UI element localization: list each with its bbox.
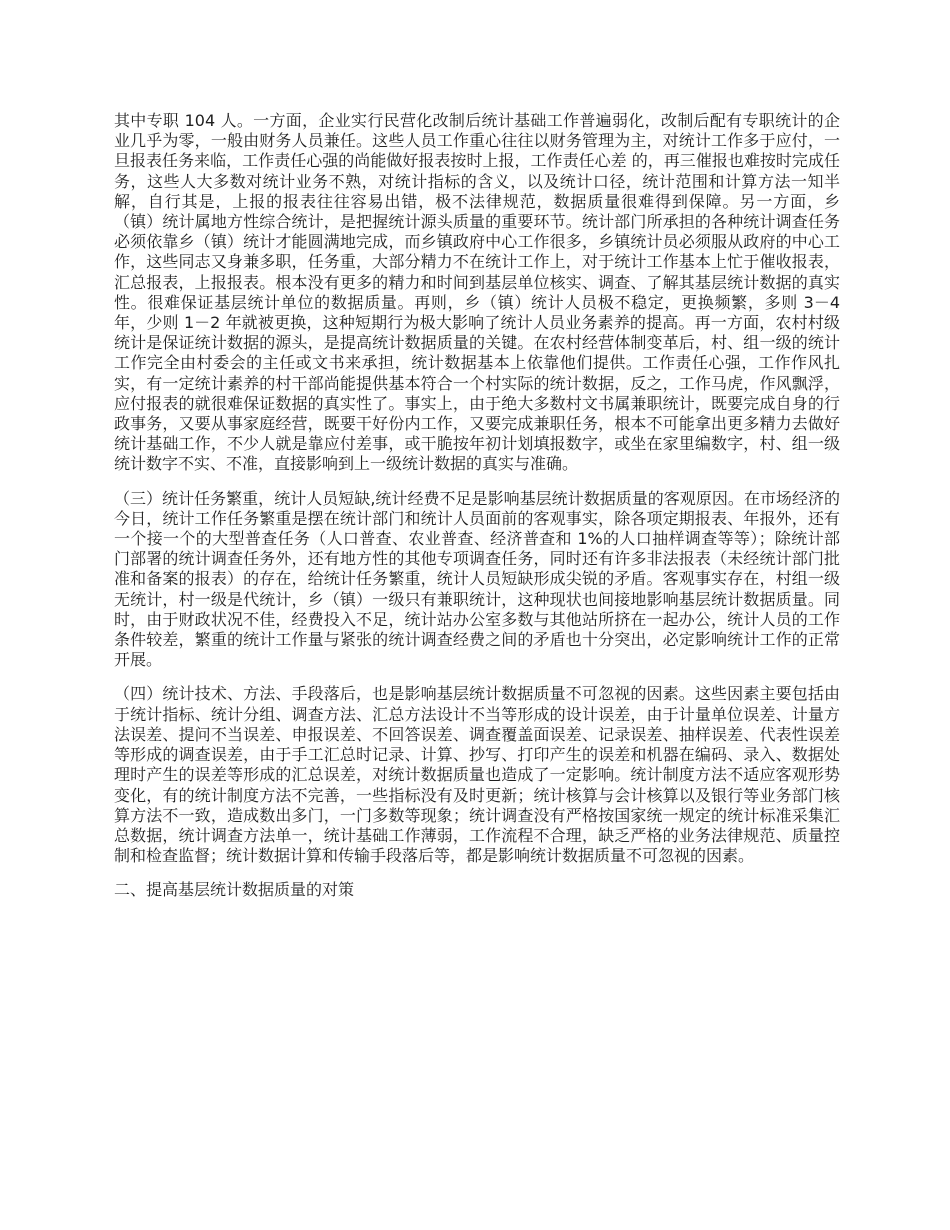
- paragraph-2: （三）统计任务繁重，统计人员短缺,统计经费不足是影响基层统计数据质量的客观原因。在市场经济的今日，统计工作任务繁重是摆在统计部门和统计人员面前的客观事实，除各项定期报表、年报外，还有一个接一个的大型普查任务（人口普查、农业普查、经济普查和 1%的人口抽样调查等等）；除统计部门部署的统计调查任务外，还有地方性的其他专项调查任务，同时还有许多非法报表（未经统计部门批准和备案的报表）的存在，给统计任务繁重，统计人员短缺形成尖锐的矛盾。客观事实存在，村组一级无统计，村一级是代统计，乡（镇）一级只有兼职统计，这种现状也间接地影响基层统计数据质量。同时，由于财政状况不佳，经费投入不足，统计站办公室多数与其他站所挤在一起办公，统计人员的工作条件较差，繁重的统计工作量与紧张的统计调查经费之间的矛盾也十分突出，必定影响统计工作的正常开展。: [114, 488, 840, 670]
- document-body: [114, 111, 840, 901]
- section-heading: 二、提高基层统计数据质量的对策: [114, 880, 355, 900]
- paragraph-1: 其中专职 104 人。一方面，企业实行民营化改制后统计基础工作普遍弱化，改制后配有专职统计的企业几乎为零，一般由财务人员兼任。这些人员工作重心往往以财务管理为主，对统计工作多于应付，一旦报表任务来临，工作责任心强的尚能做好报表按时上报，工作责任心差 的，再三催报也难按时完成任务，这些人大多数对统计业务不熟，对统计指标的含义，以及统计口径，统计范围和计算方法一知半解，自行其是，上报的报表往往容易出错，极不法律规范，数据质量很难得到保障。另一方面，乡（镇）统计属地方性综合统计，是把握统计源头质量的重要环节。统计部门所承担的各种统计调查任务必须依靠乡（镇）统计才能圆满地完成，而乡镇政府中心工作很多，乡镇统计员必须服从政府的中心工作，这些同志又身兼多职，任务重，大部分精力不在统计工作上，对于统计工作基本上忙于催收报表，汇总报表，上报报表。根本没有更多的精力和时间到基层单位核实、调查、了解其基层统计数据的真实性。很难保证基层统计单位的数据质量。再则，乡（镇）统计人员极不稳定，更换频繁，多则 3－4 年，少则 1－2 年就被更换，这种短期行为极大影响了统计人员业务素养的提高。再一方面，农村村级统计是保证统计数据的源头，是提高统计数据质量的关键。在农村经营体制变革后，村、组一级的统计工作完全由村委会的主任或文书来承担，统计数据基本上依靠他们提供。工作责任心强，工作作风扎实，有一定统计素养的村干部尚能提供基本符合一个村实际的统计数据，反之，工作马虎，作风飘浮，应付报表的就很难保证数据的真实性了。事实上，由于绝大多数村文书属兼职统计，既要完成自身的行政事务，又要从事家庭经营，既要干好份内工作，又要完成兼职任务，根本不可能拿出更多精力去做好统计基础工作，不少人就是靠应付差事，或干脆按年初计划填报数字，或坐在家里编数字，村、组一级统计数字不实、不准，直接影响到上一级统计数据的真实与准确。: [114, 111, 840, 474]
- paragraph-3: （四）统计技术、方法、手段落后，也是影响基层统计数据质量不可忽视的因素。这些因素主要包括由于统计指标、统计分组、调查方法、汇总方法设计不当等形成的设计误差，由于计量单位误差、计量方法误差、提问不当误差、申报误差、不回答误差、调查覆盖面误差、记录误差、抽样误差、代表性误差等形成的调查误差，由于手工汇总时记录、计算、抄写、打印产生的误差和机器在编码、录入、数据处理时产生的误差等形成的汇总误差，对统计数据质量也造成了一定影响。统计制度方法不适应客观形势变化，有的统计制度方法不完善，一些指标没有及时更新；统计核算与会计核算以及银行等业务部门核算方法不一致，造成数出多门，一门多数等现象；统计调查没有严格按国家统一规定的统计标准采集汇总数据，统计调查方法单一，统计基础工作薄弱，工作流程不合理，缺乏严格的业务法律规范、质量控制和检查监督；统计数据计算和传输手段落后等，都是影响统计数据质量不可忽视的因素。: [114, 684, 840, 866]
